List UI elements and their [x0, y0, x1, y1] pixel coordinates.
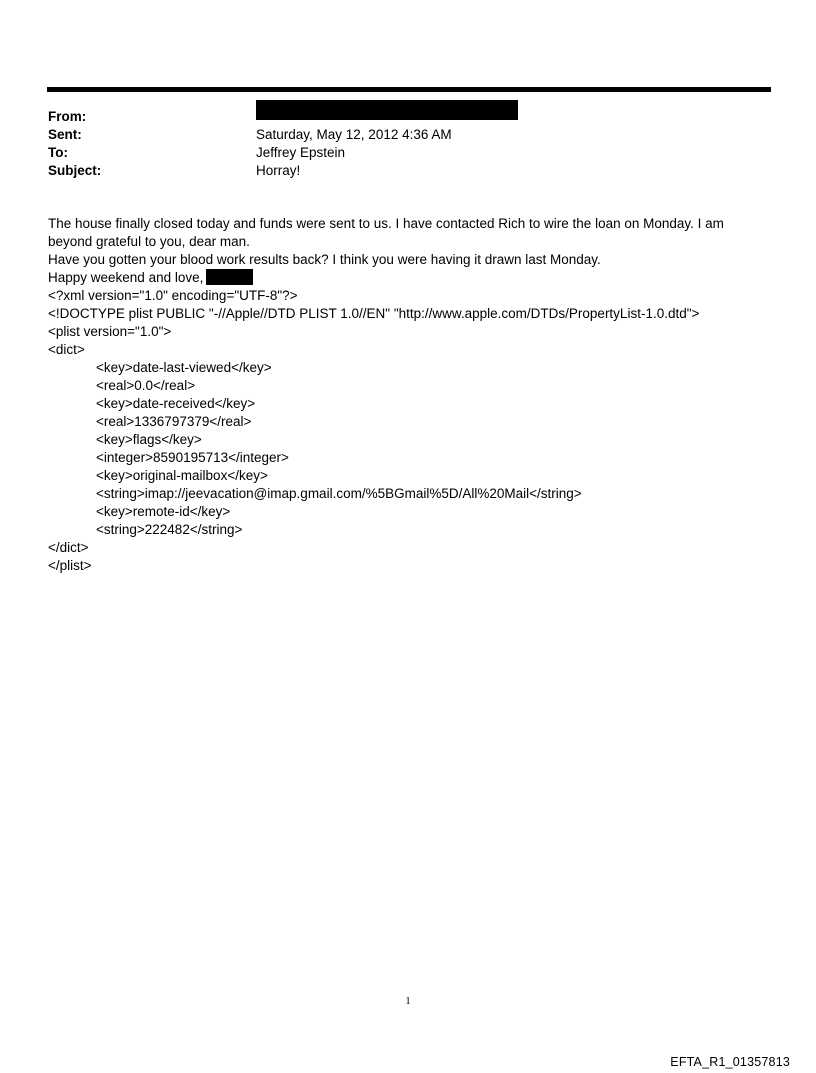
redaction-box — [256, 100, 518, 120]
plist-entry: <key>original-mailbox</key> — [96, 468, 268, 483]
xml-declaration: <?xml version="1.0" encoding="UTF-8"?> — [48, 288, 298, 303]
body-line: beyond grateful to you, dear man. — [48, 234, 250, 249]
plist-open-tag: <plist version="1.0"> — [48, 324, 172, 339]
dict-close-tag: </dict> — [48, 540, 89, 555]
doctype-line: <!DOCTYPE plist PUBLIC "-//Apple//DTD PLIST 1.0//EN" "http://www.apple.com/DTDs/PropertyList-1.0.dtd"> — [48, 306, 700, 321]
subject-row — [48, 162, 748, 180]
to-label: To: — [48, 145, 68, 160]
email-header — [48, 108, 748, 180]
body-line: Have you gotten your blood work results back? I think you were having it drawn last Monday. — [48, 252, 601, 267]
plist-entry: <string>imap://jeevacation@imap.gmail.com/%5BGmail%5D/All%20Mail</string> — [96, 486, 582, 501]
signoff-text: Happy weekend and love, — [48, 270, 204, 285]
plist-entry: <key>remote-id</key> — [96, 504, 231, 519]
plist-entry: <key>date-last-viewed</key> — [96, 360, 272, 375]
plist-entry: <integer>8590195713</integer> — [96, 450, 289, 465]
body-line: The house finally closed today and funds were sent to us. I have contacted Rich to wire the loan on Monday. I am — [48, 216, 724, 231]
page-number: 1 — [405, 995, 411, 1007]
dict-open-tag: <dict> — [48, 342, 85, 357]
body-signoff-line — [48, 269, 738, 287]
sent-row — [48, 126, 748, 144]
plist-block — [48, 287, 738, 575]
sent-label: Sent: — [48, 127, 82, 142]
document-id: EFTA_R1_01357813 — [670, 1055, 790, 1069]
email-body — [48, 215, 738, 575]
plist-close-tag: </plist> — [48, 558, 92, 573]
to-row — [48, 144, 748, 162]
subject-label: Subject: — [48, 163, 102, 178]
plist-entry: <string>222482</string> — [96, 522, 243, 537]
sent-value: Saturday, May 12, 2012 4:36 AM — [256, 127, 452, 142]
plist-entry: <key>date-received</key> — [96, 396, 256, 411]
from-row — [48, 108, 748, 126]
redaction-box — [206, 269, 253, 285]
plist-entry: <key>flags</key> — [96, 432, 202, 447]
to-value: Jeffrey Epstein — [256, 145, 346, 160]
subject-value: Horray! — [256, 163, 301, 178]
header-divider — [47, 87, 771, 92]
from-label: From: — [48, 109, 87, 124]
plist-entry: <real>1336797379</real> — [96, 414, 252, 429]
plist-entry: <real>0.0</real> — [96, 378, 196, 393]
